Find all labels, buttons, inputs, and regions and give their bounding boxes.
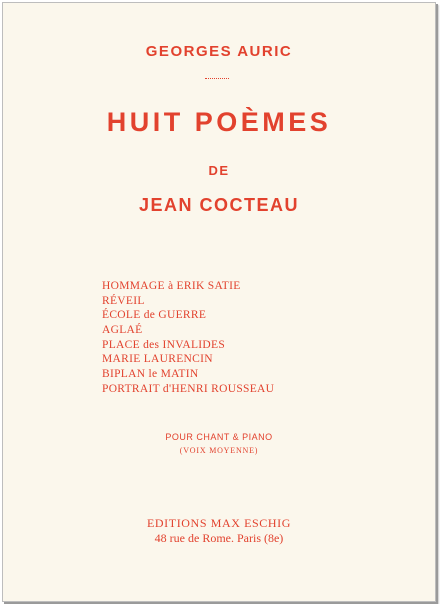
voice-type: (VOIX MOYENNE): [179, 446, 259, 455]
dotted-divider: [205, 78, 229, 79]
title-de: DE: [208, 163, 230, 178]
poem-title: PLACE des INVALIDES: [102, 338, 226, 351]
poem-title: PORTRAIT d'HENRI ROUSSEAU: [102, 382, 275, 395]
composer-name: GEORGES AURIC: [145, 43, 293, 60]
poem-title: ÉCOLE de GUERRE: [102, 309, 207, 322]
instrumentation: POUR CHANT & PIANO: [165, 432, 273, 442]
title-page: [2, 2, 436, 602]
poem-title: RÉVEIL: [102, 294, 145, 307]
poem-list: [102, 279, 274, 397]
work-title: HUIT POÈMES: [106, 107, 332, 137]
publisher-name: EDITIONS MAX ESCHIG: [146, 516, 292, 530]
publisher-address: 48 rue de Rome. Paris (8e): [154, 531, 284, 545]
poet-name: JEAN COCTEAU: [138, 195, 299, 215]
poem-title: BIPLAN le MATIN: [102, 368, 199, 381]
poem-title: AGLAÉ: [102, 324, 143, 337]
poem-title: MARIE LAURENCIN: [102, 353, 213, 366]
poem-title: HOMMAGE à ERIK SATIE: [102, 280, 241, 292]
